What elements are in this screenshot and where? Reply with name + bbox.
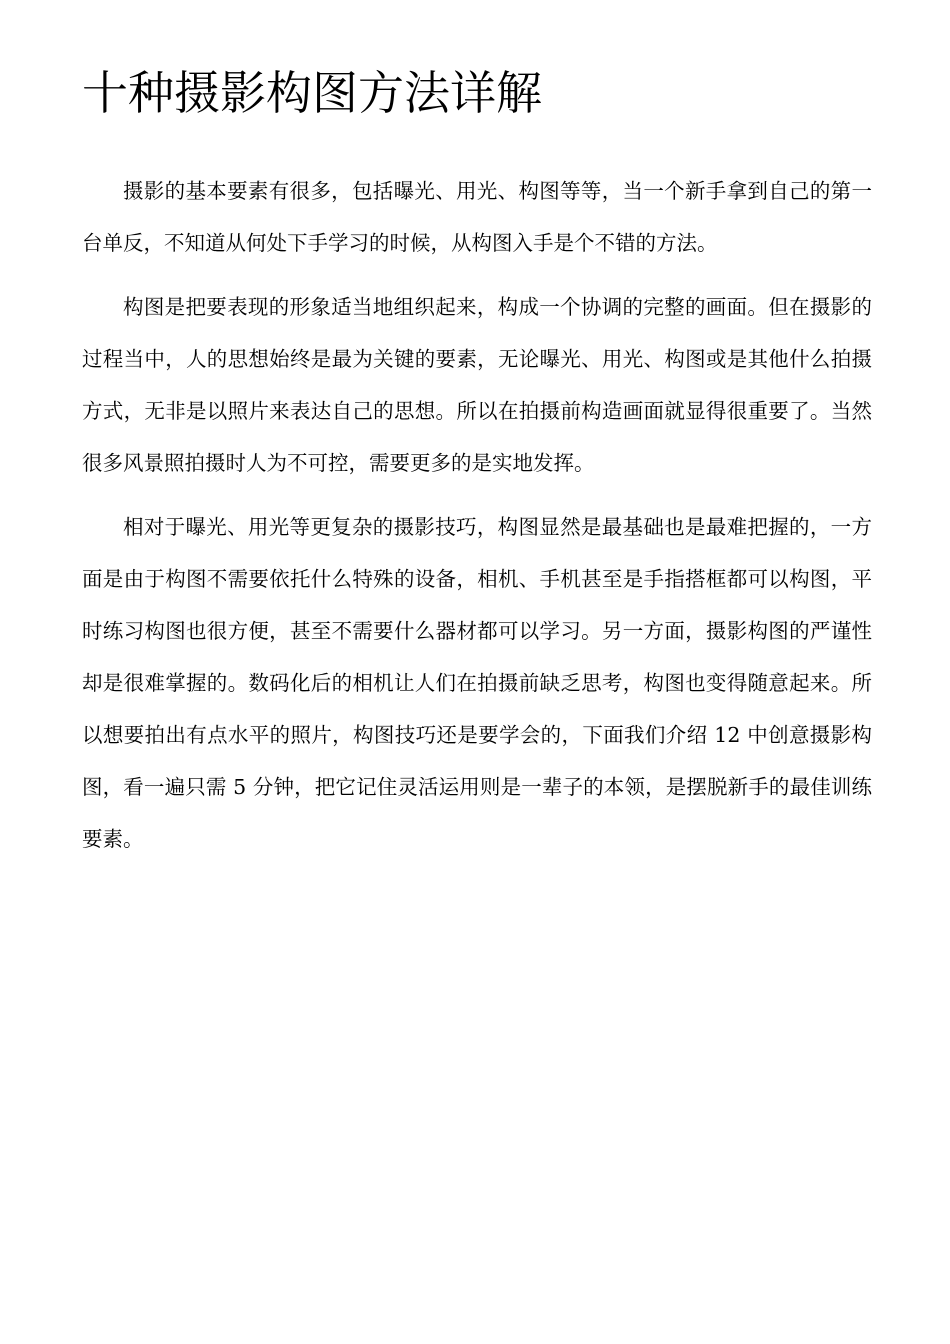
- paragraph-intro: 摄影的基本要素有很多，包括曝光、用光、构图等等，当一个新手拿到自己的第一台单反，不知道从何处下手学习的时候，从构图入手是个不错的方法。: [82, 179, 872, 255]
- paragraph-composition-definition: 构图是把要表现的形象适当地组织起来，构成一个协调的完整的画面。但在摄影的过程当中，人的思想始终是最为关键的要素，无论曝光、用光、构图或是其他什么拍摄方式，无非是以照片来表达自己的思想。所以在拍摄前构造画面就显得很重要了。当然很多风景照拍摄时人为不可控，需要更多的是实地发挥。: [82, 295, 872, 475]
- document-title: 十种摄影构图方法详解: [82, 66, 542, 120]
- document-body: [82, 165, 872, 877]
- paragraph-composition-importance: 相对于曝光、用光等更复杂的摄影技巧，构图显然是最基础也是最难把握的，一方面是由于构图不需要依托什么特殊的设备，相机、手机甚至是手指搭框都可以构图，平时练习构图也很方便，甚至不需要什么器材都可以学习。另一方面，摄影构图的严谨性却是很难掌握的。数码化后的相机让人们在拍摄前缺乏思考，构图也变得随意起来。所以想要拍出有点水平的照片，构图技巧还是要学会的，下面我们介绍 12 中创意摄影构图，看一遍只需 5 分钟，把它记住灵活运用则是一辈子的本领，是摆脱新手的最佳训练要素。: [82, 515, 872, 851]
